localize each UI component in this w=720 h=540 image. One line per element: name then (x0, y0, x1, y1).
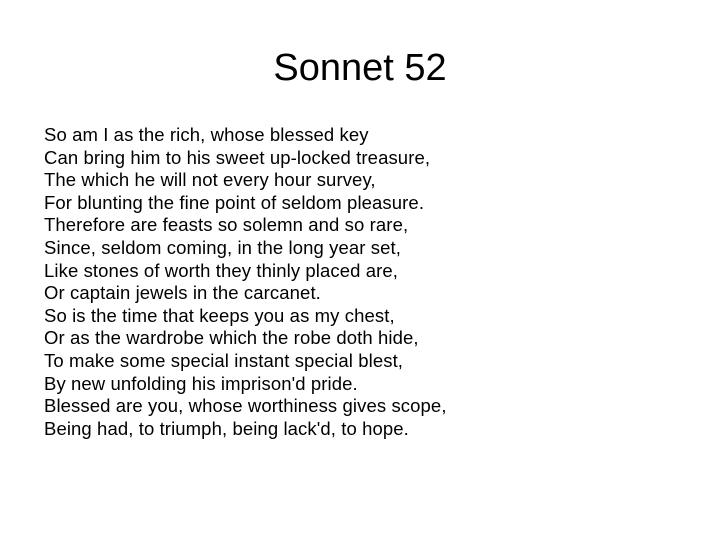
poem-line: So am I as the rich, whose blessed key (44, 124, 369, 145)
page-title: Sonnet 52 (273, 47, 447, 89)
poem-line: For blunting the fine point of seldom pleasure. (44, 191, 425, 213)
poem-line: Or as the wardrobe which the robe doth hide, (44, 327, 419, 349)
poem-line: Being had, to triumph, being lack'd, to hope. (44, 417, 409, 439)
poem-line: Blessed are you, whose worthiness gives scope, (44, 395, 447, 417)
poem-line: The which he will not every hour survey, (44, 169, 376, 191)
poem-line: Since, seldom coming, in the long year set, (44, 236, 402, 258)
poem-line: Like stones of worth they thinly placed are, (44, 259, 399, 281)
poem-text (44, 124, 704, 440)
poem-line: Or captain jewels in the carcanet. (44, 282, 321, 304)
poem-line: To make some special instant special blest, (44, 349, 404, 371)
poem-line: Therefore are feasts so solemn and so rare, (44, 214, 409, 236)
poem-line: By new unfolding his imprison'd pride. (44, 372, 358, 394)
poem-line: So is the time that keeps you as my chest, (44, 304, 395, 326)
poem-line: Can bring him to his sweet up-locked treasure, (44, 146, 431, 168)
